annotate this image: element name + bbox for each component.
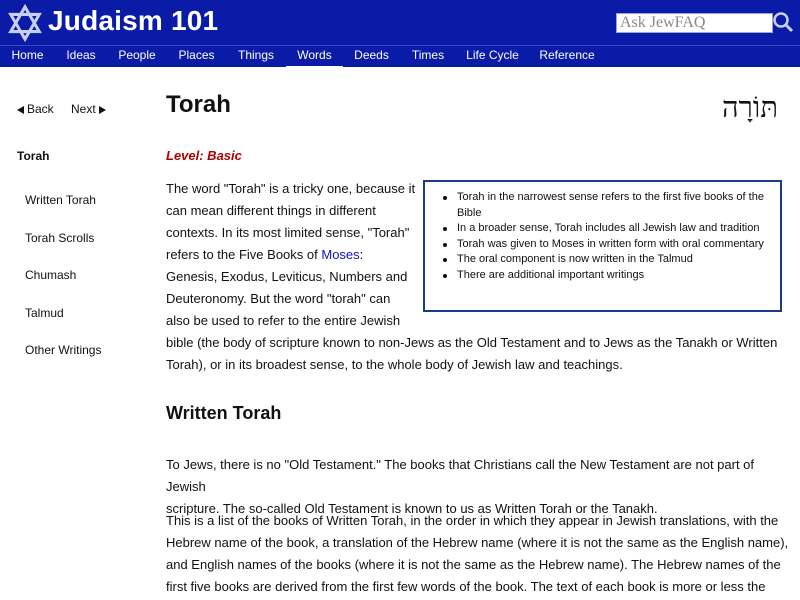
nav-life-cycle[interactable]: Life Cycle — [466, 48, 519, 62]
nav-words[interactable]: Words — [286, 46, 343, 68]
main-nav — [0, 45, 800, 67]
nav-people[interactable]: People — [118, 48, 156, 62]
summary-box — [423, 180, 782, 312]
sidebar-current-page[interactable]: Torah — [17, 149, 50, 163]
intro-paragraph-wide: bible (the body of scripture known to non-Jews as the Old Testament and to Jews as the Tanakh or Written Torah), or in its broadest sense, to the whole body of Jewish law and teachings. — [166, 335, 778, 372]
nav-things[interactable]: Things — [237, 48, 275, 62]
back-link[interactable]: Back — [17, 102, 54, 116]
nav-home[interactable]: Home — [11, 48, 44, 62]
sidebar-item-other-writings[interactable]: Other Writings — [25, 343, 102, 357]
sidebar-item-chumash[interactable]: Chumash — [25, 268, 77, 282]
hebrew-title: תּוֹרָה — [722, 90, 779, 124]
section-heading-written-torah: Written Torah — [166, 403, 282, 423]
intro-paragraph-narrow: The word "Torah" is a tricky one, because it can mean different things in different contexts. In its most limited sense, "Torah" refers to the Five Books of Moses: Genesis, Exodus, Leviticus, Numbers and Deuteronomy. But the word "torah" can also be used to refer to the entire Jewish — [166, 181, 416, 328]
moses-link[interactable]: Moses — [321, 247, 360, 262]
summary-item: The oral component is now written in the Talmud — [433, 252, 774, 268]
sidebar-item-written-torah[interactable]: Written Torah — [25, 193, 96, 207]
sidebar-item-talmud[interactable]: Talmud — [25, 306, 64, 320]
arrow-right-icon — [99, 106, 106, 114]
summary-item: There are additional important writings — [433, 268, 774, 284]
search-input[interactable]: Ask JewFAQ — [616, 13, 773, 33]
paragraph-book-list: This is a list of the books of Written Torah, in the order in which they appear in Jewish translations, with the Hebrew name of the book, a translation of the Hebrew name (where it is not the same as the English name), and English names of the books (where it is not the same as the Hebrew name). The Hebrew names of the first five books are derived from the first few words of the book. The text of each book is more or less the — [166, 513, 789, 594]
nav-ideas[interactable]: Ideas — [66, 48, 96, 62]
summary-item: In a broader sense, Torah includes all Jewish law and tradition — [433, 221, 774, 237]
search-icon[interactable] — [771, 10, 795, 34]
nav-places[interactable]: Places — [178, 48, 215, 62]
next-link[interactable]: Next — [71, 102, 106, 116]
sidebar-item-torah-scrolls[interactable]: Torah Scrolls — [25, 231, 95, 245]
star-of-david-icon[interactable] — [6, 4, 44, 42]
summary-item: Torah in the narrowest sense refers to the first five books of the Bible — [433, 190, 774, 221]
nav-reference[interactable]: Reference — [539, 48, 595, 62]
nav-times[interactable]: Times — [411, 48, 445, 62]
page-title: Torah — [166, 91, 231, 118]
arrow-left-icon — [17, 106, 24, 114]
site-header — [0, 0, 800, 45]
level-indicator: Level: Basic — [166, 148, 242, 163]
summary-item: Torah was given to Moses in written form with oral commentary — [433, 237, 774, 253]
paragraph-old-testament: To Jews, there is no "Old Testament." The books that Christians call the New Testament are not part of Jewish scripture. The so-called Old Testament is known to us as Written Torah or the Tanakh. — [166, 457, 755, 516]
nav-deeds[interactable]: Deeds — [354, 48, 389, 62]
site-title[interactable]: Judaism 101 — [48, 5, 219, 36]
